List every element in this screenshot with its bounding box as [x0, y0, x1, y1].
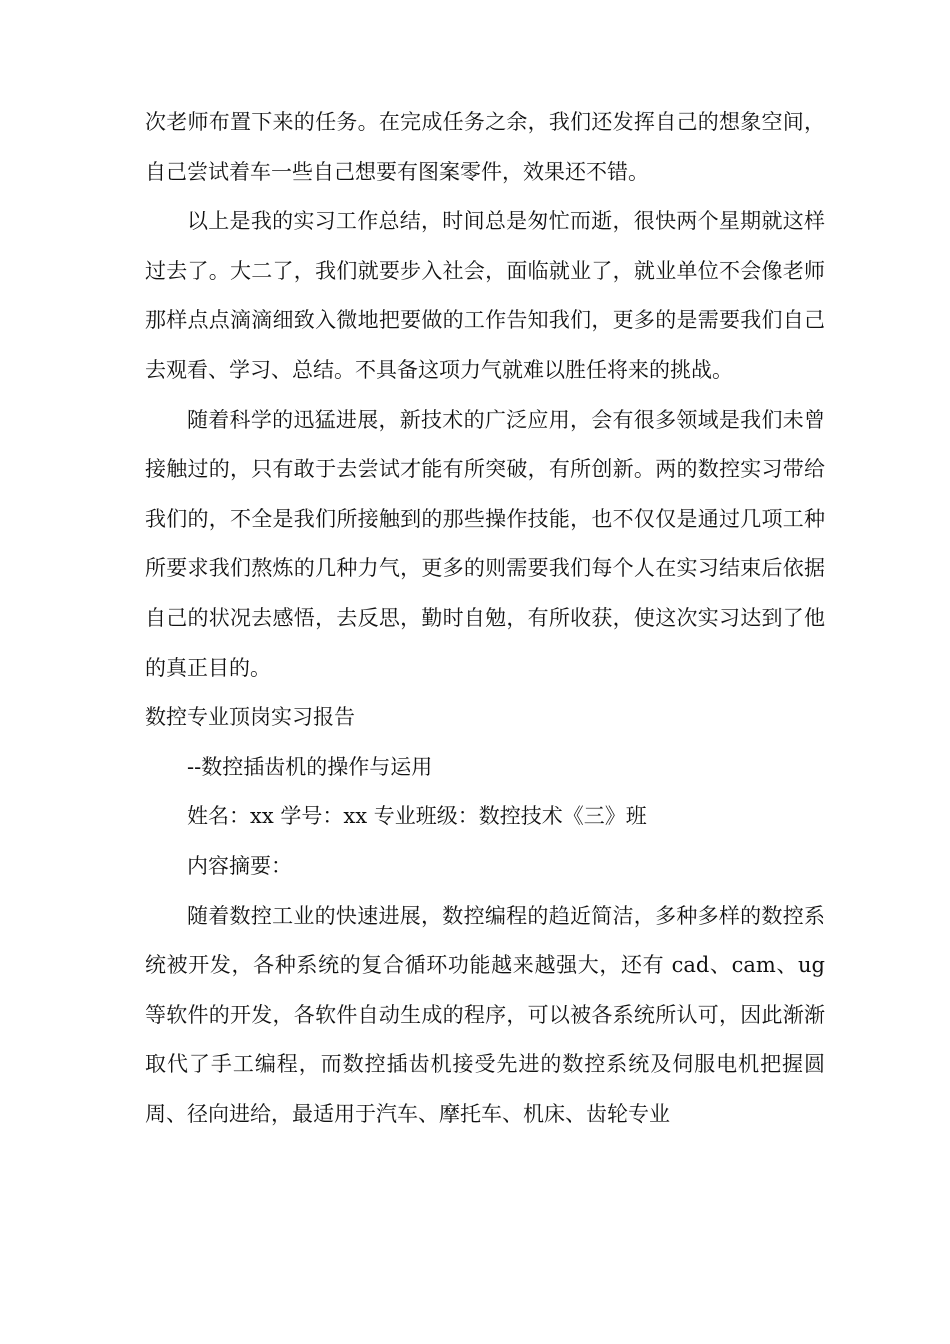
abstract-heading: 内容摘要： — [187, 853, 292, 878]
paragraph-summary: 以上是我的实习工作总结，时间总是匆忙而逝，很快两个星期就这样过去了。大二了，我们就要步入社会，面临就业了，就业单位不会像老师那样点点滴滴细致入微地把要做的工作告知我们，更多的是需要我们自己去观看、学习、总结。不具备这项力气就难以胜任将来的挑战。 — [145, 209, 825, 382]
author-info: 姓名：xx 学号：xx 专业班级：数控技术《三》班 — [187, 804, 647, 829]
report-title: 数控专业顶岗实习报告 — [145, 705, 355, 730]
report-subtitle: --数控插齿机的操作与运用 — [187, 754, 433, 779]
abstract-text: 随着数控工业的快速进展，数控编程的趋近简洁，多种多样的数控系统被开发，各种系统的复合循环功能越来越强大，还有 cad、cam、ug 等软件的开发，各软件自动生成的程序，可以被各系统所认可，因此渐渐取代了手工编程，而数控插齿机接受先进的数控系统及伺服电机把握圆周、径向进给，最适用于汽车、摩托车、机床、齿轮专业 — [145, 903, 825, 1126]
paragraph-task-completion: 次老师布置下来的任务。在完成任务之余，我们还发挥自己的想象空间，自己尝试着车一些自己想要有图案零件，效果还不错。 — [145, 110, 825, 184]
paragraph-reflection: 随着科学的迅猛进展，新技术的广泛应用，会有很多领域是我们未曾接触过的，只有敢于去尝试才能有所突破，有所创新。两的数控实习带给我们的，不全是我们所接触到的那些操作技能，也不仅仅是通过几项工种所要求我们熬炼的几种力气，更多的则需要我们每个人在实习结束后依据自己的状况去感悟，去反思，勤时自勉，有所收获，使这次实习达到了他的真正目的。 — [145, 407, 825, 680]
document-body — [145, 98, 825, 1139]
